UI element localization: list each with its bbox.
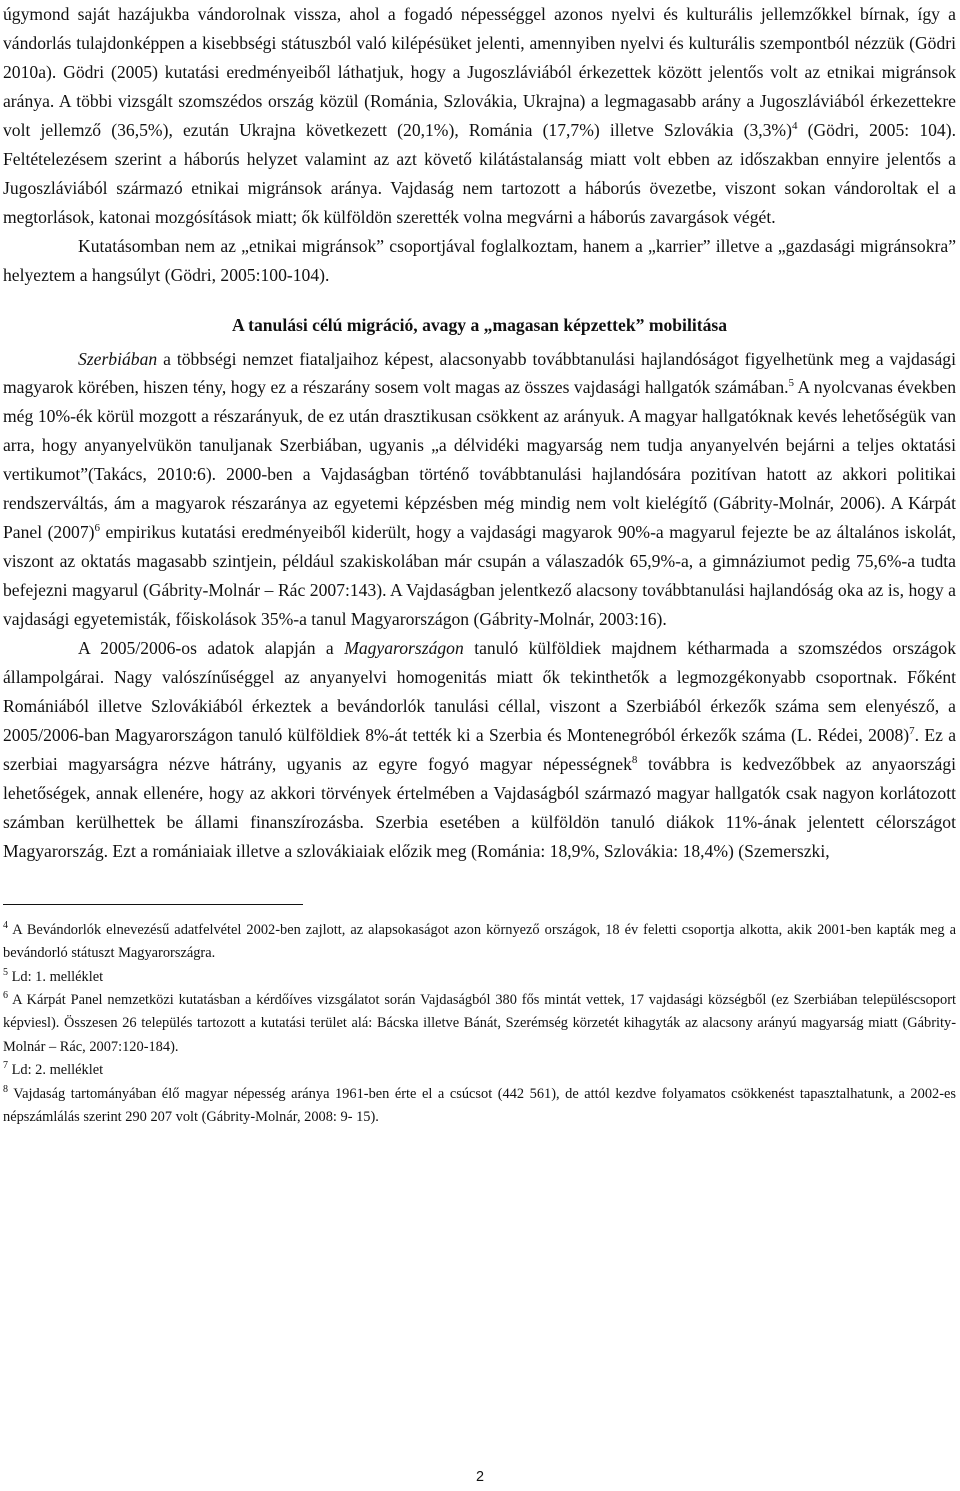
paragraph-1-text-a: úgymond saját hazájukba vándorolnak vissza, ahol a fogadó népességgel azonos nyelvi és kulturális jellemzőkkel bírnak, így a vándorlás tulajdonképpen a kisebbségi státuszból való kilépésüket jelenti, amennyiben nyelvi és kulturális szempontból nézzük (Gödri 2010a). Gödri (2005) kutatási eredményeiből láthatjuk, hogy a Jugoszláviából érkezettek között jelentős volt az etnikai migránsok aránya. A többi vizsgált szomszédos ország közül (Románia, Szlovákia, Ukrajna) a legmagasabb arány a Jugoszláviából érkezettekre volt jellemző (36,5%), ezután Ukrajna következett (20,1%), Románia (17,7%) illetve Szlovákia (3,3%) [3, 4, 956, 140]
paragraph-1-text-b: (Gödri, 2005: 104). Feltételezésem szerint a háborús helyzet valamint az azt követő kilátástalanság miatt volt ebben az időszakban ennyire jelentős a Jugoszláviából származó etnikai migránsok aránya. Vajdaság nem tartozott a háborús övezetbe, viszont sokan vándoroltak el a megtorlások, katonai mozgósítások miatt; ők külföldön szerették volna megvárni a háborús zavargások végét. [3, 119, 956, 227]
paragraph-4 [3, 634, 956, 866]
paragraph-4-text-a: A 2005/2006-os adatok alapján a [78, 638, 345, 659]
footnote-ref-4[interactable]: 4 [791, 119, 798, 132]
footnotes [3, 919, 956, 1130]
paragraph-3-text-b: A nyolcvanas években még 10%-ék körül mozgott a részarányuk, de ez után drasztikusan csökkent az arányuk. A magyar hallgatóknak kevés lehetőségük van arra, hogy anyanyelvükön tanuljanak Szerbiában, ugyanis „a délvidéki magyarság nem tudja anyanyelvén bejárni a teljes oktatási vertikumot”(Takács, 2010:6). 2000-ben a Vajdaságban történő továbbtanulási hajlandósára pozitívan hatott az akkori politikai rendszerváltás, ám a magyarok részaránya az egyetemi képzésben még mindig nem volt kielégítő (Gábrity-Molnár, 2006). A Kárpát Panel (2007) [3, 377, 956, 543]
paragraph-4-italic: Magyarországon [344, 638, 464, 659]
footnote-4 [3, 919, 956, 966]
paragraph-4-text-b: tanuló külföldiek majdnem kétharmada a szomszédos országok állampolgárai. Nagy valószínűséggel az anyanyelvi homogenitás miatt ők tekinthetők a legmozgékonyabb csoportnak. Főként Romániából illetve Szlovákiából érkeztek a bevándorlók tanulási céllal, viszont a Szerbiából érkezők száma sem elenyésző, a 2005/2006-ban Magyarországon tanuló külföldiek 8%-át tették ki a Szerbia és Montenegróból érkezők száma (L. Rédei, 2008) [3, 638, 956, 745]
footnote-number: 7 [3, 1060, 8, 1072]
paragraph-3-text-c: empirikus kutatási eredményeiből kiderült, hogy a vajdasági magyarok 90%-a magyarul fejezte be az általános iskolát, viszont az oktatás magasabb szintjein, például szakiskolában már csupán a válaszadók 65,9%-a, a gimnáziumot pedig 75,6%-a tudta befejezni magyarul (Gábrity-Molnár – Rác 2007:143). A Vajdaságban jelentkező alacsony továbbtanulási hajlandóság oka az is, hogy a vajdasági egyetemisták, főiskolások 35%-a tanul Magyarországon (Gábrity-Molnár, 2003:16). [3, 522, 956, 630]
footnote-8 [3, 1083, 956, 1130]
footnote-number: 5 [3, 966, 8, 978]
paragraph-4-text-d: továbbra is kedvezőbbek az anyaországi lehetőségek, annak ellenére, hogy az akkori törvények értelmében a Vajdaságból származó magyar hallgatók csak nagyon korlátozott számban kerülhettek be állami finanszírozásba. Szerbia esetében a külföldön tanuló diákok 11%-ának jelentett célországot Magyarország. Ezt a romániaiak illetve a szlovákiaiak előzik meg (Románia: 18,9%, Szlovákia: 18,4%) (Szemerszki, [3, 753, 956, 861]
footnote-ref-5[interactable]: 5 [788, 377, 795, 390]
footnote-number: 4 [3, 919, 8, 931]
footnote-number: 8 [3, 1083, 8, 1095]
footnote-number: 6 [3, 989, 8, 1001]
footnote-text: Ld: 1. melléklet [8, 968, 104, 985]
paragraph-3-text-a: a többségi nemzet fiataljaihoz képest, alacsonyabb továbbtanulási hajlandóságot figyelhetünk meg a vajdasági magyarok körében, hiszen tény, hogy ez a részarány sosem volt magas az összes vajdasági hallgatók számában. [3, 348, 956, 398]
paragraph-2: Kutatásomban nem az „etnikai migránsok” csoportjával foglalkoztam, hanem a „karrier” illetve a „gazdasági migránsokra” helyeztem a hangsúlyt (Gödri, 2005:100-104). [3, 235, 956, 285]
footnote-ref-7[interactable]: 7 [909, 724, 915, 737]
footnote-text: A Bevándorlók elnevezésű adatfelvétel 2002-ben zajlott, az alapsokaságot azon környező országok, 18 év feletti csoportja alkotta, akik 2001-ben kapták meg a bevándorló státuszt Magyarországra. [3, 921, 956, 962]
paragraph-4-text-c: . Ez a szerbiai magyarságra nézve hátrány, ugyanis az egyre fogyó magyar népességnek [3, 724, 957, 774]
paragraph-3 [3, 345, 956, 635]
footnote-text: Vajdaság tartományában élő magyar népesség aránya 1961-ben érte el a csúcsot (442 561), de attól kezdve folyamatos csökkenést tapasztalhatunk, a 2002-es népszámlálás szerint 290 207 volt (Gábrity-Molnár, 2008: 9- 15). [3, 1085, 956, 1125]
footnote-text: A Kárpát Panel nemzetközi kutatásban a kérdőíves vizsgálatot során Vajdaságból 380 fős mintát vettek, 17 vajdasági községből (ez Szerbiában településcsoport képviesl). Összesen 26 település tartozott a kutatási terület alá: Bácska illetve Bánát, Szerémség körzetét kihagyták az alacsony arányú magyarság miatt (Gábrity-Molnár – Rác, 2007:120-184). [3, 991, 956, 1055]
footnote-text: Ld: 2. melléklet [8, 1062, 104, 1079]
page-number: 2 [475, 1469, 484, 1485]
paragraph-1 [3, 0, 956, 232]
paragraph-3-italic: Szerbiában [78, 348, 158, 369]
body-text [3, 0, 956, 866]
footnote-ref-8[interactable]: 8 [631, 753, 638, 766]
footnote-6 [3, 989, 956, 1059]
footnote-7 [3, 1059, 956, 1082]
section-heading: A tanulási célú migráció, avagy a „magasan képzettek” mobilitása [231, 314, 728, 335]
footnote-5 [3, 966, 956, 989]
footnote-separator [3, 904, 303, 905]
footnote-ref-6[interactable]: 6 [94, 522, 100, 535]
